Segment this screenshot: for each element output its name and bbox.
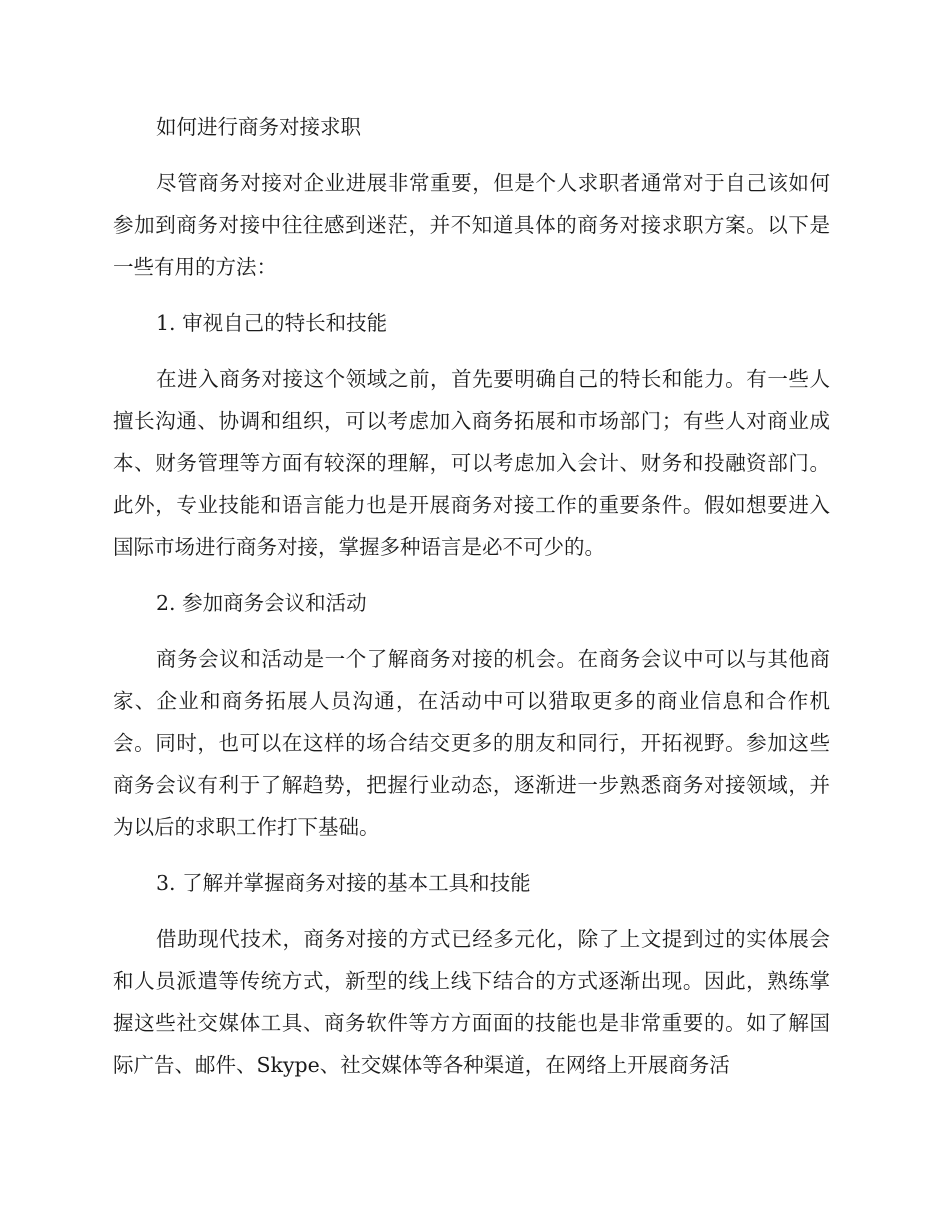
section-3-paragraph: 借助现代技术，商务对接的方式已经多元化，除了上文提到过的实体展会和人员派遣等传统方式，新型的线上线下结合的方式逐渐出现。因此，熟练掌握这些社交媒体工具、商务软件等方方面面的技能也是非常重要的。如了解国际广告、邮件、Skype、社交媒体等各种渠道，在网络上开展商务活 (113, 927, 830, 1077)
section-1-heading: 1. 审视自己的特长和技能 (156, 311, 388, 335)
section-2-paragraph: 商务会议和活动是一个了解商务对接的机会。在商务会议中可以与其他商家、企业和商务拓展人员沟通，在活动中可以猎取更多的商业信息和合作机会。同时，也可以在这样的场合结交更多的朋友和同行，开拓视野。参加这些商务会议有利于了解趋势，把握行业动态，逐渐进一步熟悉商务对接领域，并为以后的求职工作打下基础。 (113, 647, 830, 839)
section-2-heading: 2. 参加商务会议和活动 (156, 591, 367, 615)
section-1-paragraph: 在进入商务对接这个领域之前，首先要明确自己的特长和能力。有一些人擅长沟通、协调和组织，可以考虑加入商务拓展和市场部门；有些人对商业成本、财务管理等方面有较深的理解，可以考虑加入会计、财务和投融资部门。此外，专业技能和语言能力也是开展商务对接工作的重要条件。假如想要进入国际市场进行商务对接，掌握多种语言是必不可少的。 (113, 367, 830, 559)
document-page (113, 106, 830, 1086)
document-title: 如何进行商务对接求职 (156, 115, 361, 139)
section-3-heading: 3. 了解并掌握商务对接的基本工具和技能 (156, 871, 531, 895)
intro-paragraph: 尽管商务对接对企业进展非常重要，但是个人求职者通常对于自己该如何参加到商务对接中往往感到迷茫，并不知道具体的商务对接求职方案。以下是一些有用的方法： (113, 171, 830, 279)
